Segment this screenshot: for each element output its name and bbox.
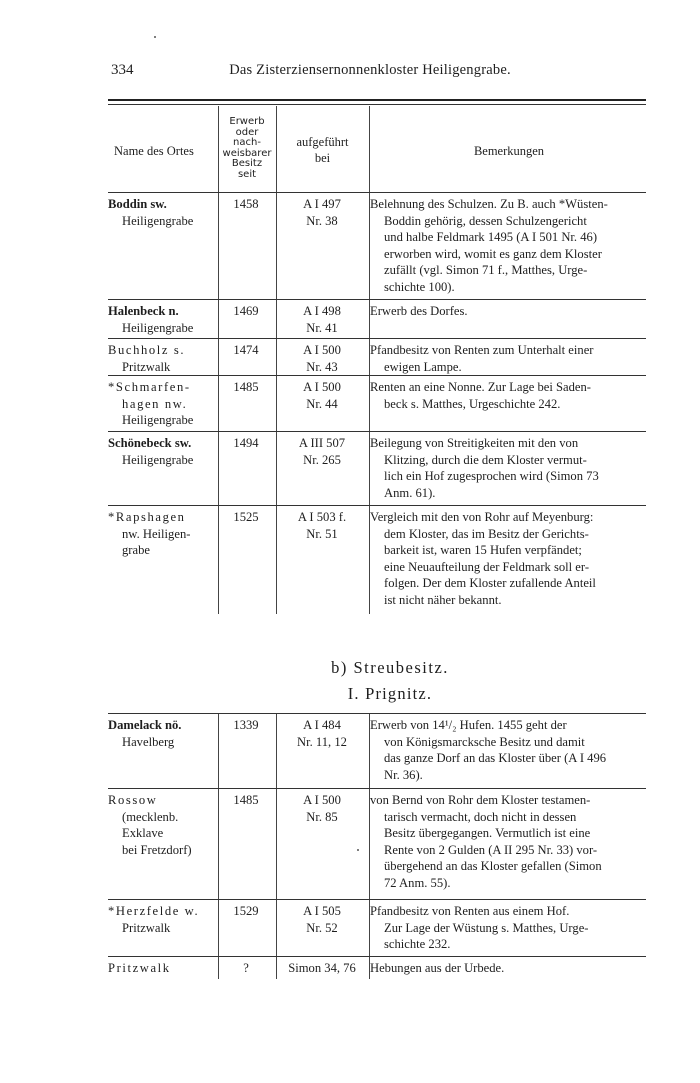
remarks: von Bernd von Rohr dem Kloster testamen- tarisch vermacht, doch nicht in dessen Besitz übergegangen. Vermutlich ist eine Rente von 2 Gulden (A II 295 Nr. 33) vor- übergehend an das Kloster gefallen (Simon 72 Anm. 55). [370, 793, 602, 890]
running-title: Das Zisterziensernonnenkloster Heiligengrabe. [229, 62, 511, 78]
table-header [108, 106, 646, 192]
remarks: Erwerb von 14¹/₂ Hufen. 1455 geht der von Königsmarcksche Besitz und damit das ganze Dorf an das Kloster über (A I 496 Nr. 36). [370, 718, 607, 782]
place-name: *Schmarfen- hagen nw. Heiligengrabe [108, 380, 194, 427]
table-row [108, 956, 646, 979]
year: 1525 [233, 510, 259, 524]
reference: A I 497 Nr. 38 [303, 197, 341, 228]
remarks: Hebungen aus der Urbede. [370, 961, 505, 975]
year: 1469 [233, 304, 259, 318]
year: 1494 [233, 436, 259, 450]
table-row [108, 299, 646, 338]
place-name: Rossow (mecklenb. Exklave bei Fretzdorf) [108, 793, 192, 857]
speck [357, 849, 359, 851]
table-row [108, 505, 646, 614]
column-header-name: Name des Ortes [114, 144, 194, 158]
reference: A I 484 Nr. 11, 12 [297, 718, 347, 749]
year: ? [243, 961, 249, 975]
reference: A I 500 Nr. 43 [303, 343, 341, 374]
table-row [108, 192, 646, 299]
remarks: Beilegung von Streitigkeiten mit den von Klitzing, durch die dem Kloster vermut- lich ein Hof zugesprochen wird (Simon 73 Anm. 61). [370, 436, 599, 500]
table-scattered-holdings [108, 713, 646, 979]
table-row [108, 899, 646, 956]
place-name: *Rapshagen nw. Heiligen- grabe [108, 510, 191, 557]
year: 1529 [233, 904, 259, 918]
table-row [108, 375, 646, 431]
table-row [108, 713, 646, 788]
reference: A I 503 f. Nr. 51 [297, 510, 347, 541]
header-rule [108, 99, 646, 101]
remarks: Belehnung des Schulzen. Zu B. auch *Wüsten- Boddin gehörig, dessen Schulzengericht und halbe Feldmark 1495 (A I 501 Nr. 46) erworben wird, womit es ganz dem Kloster zufällt (vgl. Simon 71 f., Matthes, Urge- schichte 100). [370, 197, 608, 294]
table-row [108, 338, 646, 375]
year: 1458 [233, 197, 259, 211]
reference: A III 507 Nr. 265 [298, 436, 346, 467]
table-row [108, 431, 646, 505]
reference: A I 500 Nr. 85 [303, 793, 341, 824]
place-name: Schönebeck sw. Heiligengrabe [108, 436, 194, 467]
remarks: Pfandbesitz von Renten zum Unterhalt einer ewigen Lampe. [370, 343, 594, 374]
table-holdings [108, 106, 646, 614]
reference: A I 505 Nr. 52 [303, 904, 341, 935]
page-number: 334 [111, 62, 134, 78]
reference: A I 498 Nr. 41 [303, 304, 341, 335]
remarks: Pfandbesitz von Renten aus einem Hof. Zur Lage der Wüstung s. Matthes, Urge- schichte 232. [370, 904, 589, 951]
place-name: Damelack nö. Havelberg [108, 718, 182, 749]
remarks: Vergleich mit den von Rohr auf Meyenburg: dem Kloster, das im Besitz der Gerichts- barkeit ist, waren 15 Hufen verpfändet; eine Neuaufteilung der Feldmark soll er- folgen. Der dem Kloster zufallende Anteil ist nicht näher bekannt. [370, 510, 596, 607]
column-header-remarks: Bemerkungen [473, 144, 545, 158]
speck [154, 36, 156, 38]
column-header-year: Erwerb oder nach- weisbarer Besitz seit [222, 116, 272, 180]
reference: Simon 34, 76 [288, 961, 356, 975]
remarks: Renten an eine Nonne. Zur Lage bei Saden- beck s. Matthes, Urgeschichte 242. [370, 380, 592, 411]
place-name: Boddin sw. Heiligengrabe [108, 197, 194, 228]
header-rule-thin [108, 104, 646, 105]
place-name: Pritzwalk [108, 961, 171, 975]
reference: A I 500 Nr. 44 [303, 380, 341, 411]
place-name: *Herzfelde w. Pritzwalk [108, 904, 200, 935]
place-name: Buchholz s. Pritzwalk [108, 343, 186, 374]
year: 1485 [233, 793, 259, 807]
remarks: Erwerb des Dorfes. [370, 304, 468, 318]
table-row [108, 788, 646, 899]
year: 1474 [233, 343, 259, 357]
section-subheading: I. Prignitz. [347, 684, 433, 703]
column-header-reference: aufgeführt bei [296, 135, 349, 165]
place-name: Halenbeck n. Heiligengrabe [108, 304, 194, 335]
section-heading: b) Streubesitz. [331, 658, 449, 677]
year: 1485 [233, 380, 259, 394]
year: 1339 [233, 718, 259, 732]
